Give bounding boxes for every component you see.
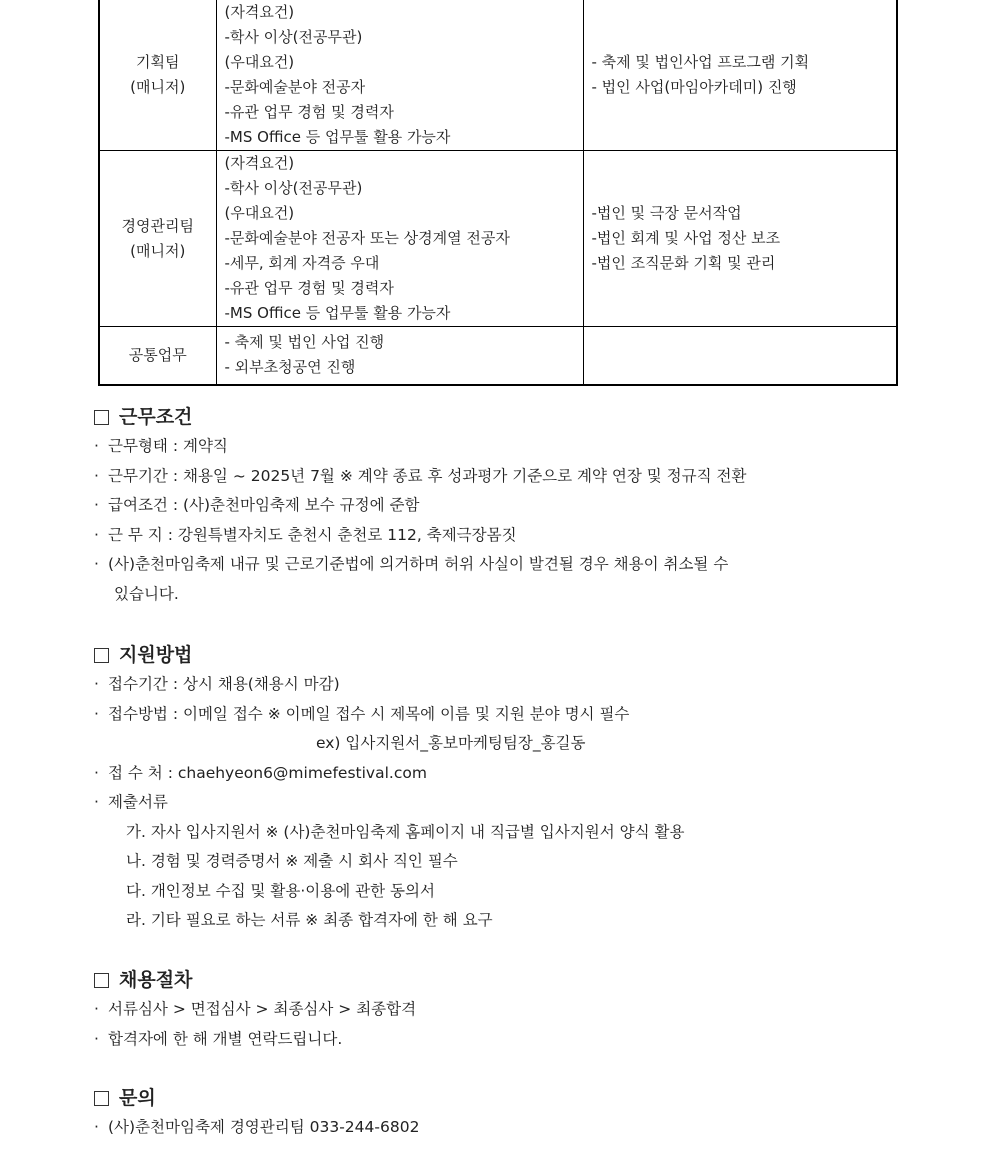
bullet: · (94, 525, 99, 544)
cell-line: - 축제 및 법인 사업 진행 (224, 333, 385, 352)
cell-line: (자격요건) (224, 3, 295, 21)
bullet: · (94, 793, 99, 811)
cell-line: -MS Office 등 업무툴 활용 가능자 (224, 128, 451, 146)
list-item (94, 432, 904, 462)
example-line: ex) 입사지원서_홍보마케팅팀장_홍길동 (316, 734, 586, 752)
work-conditions-title: 근무조건 (119, 406, 193, 428)
item-text: 근무기간 : 채용일 ~ 2025년 7월 ※ 계약 종료 후 성과평가 기준으로 계약 연장 및 정규직 전환 (108, 466, 747, 485)
job-table-body (99, 0, 897, 385)
cell-line: -유관 업무 경험 및 경력자 (224, 279, 394, 297)
process-section (94, 965, 904, 1054)
bullet: · (94, 1029, 99, 1048)
cell-line: -세무, 회계 자격증 우대 (224, 254, 380, 272)
contact-section (94, 1083, 904, 1143)
item-text: 근 무 지 : 강원특별자치도 춘천시 춘천로 112, 축제극장몸짓 (108, 525, 517, 544)
item-text: 근무형태 : 계약직 (108, 437, 228, 455)
list-item (94, 700, 904, 730)
list-item (94, 759, 904, 789)
doc-item: 나. 경험 및 경력증명서 ※ 제출 시 회사 직인 필수 (126, 852, 458, 870)
table-row (99, 327, 897, 385)
cell-line: -문화예술분야 전공자 또는 상경계열 전공자 (224, 229, 510, 247)
team-cell (99, 327, 216, 385)
contact-title: 문의 (119, 1087, 156, 1109)
cell-line: -법인 회계 및 사업 정산 보조 (591, 229, 781, 247)
section-heading (94, 402, 904, 432)
bullet: · (94, 1000, 99, 1018)
application-title: 지원방법 (119, 644, 193, 666)
list-item (94, 995, 904, 1025)
cell-line: -학사 이상(전공무관) (224, 179, 363, 197)
team-cell (99, 0, 216, 151)
list-item (94, 788, 904, 818)
section-heading (94, 1083, 904, 1113)
checkbox-square-icon (94, 410, 109, 425)
requirements-cell (216, 151, 583, 327)
bullet: · (94, 704, 99, 723)
item-text: 급여조건 : (사)춘천마임축제 보수 규정에 준함 (108, 496, 420, 514)
cell-line: - 외부초청공연 진행 (224, 358, 356, 377)
list-item (94, 1025, 904, 1055)
bullet: · (94, 675, 99, 693)
duties-cell (583, 151, 897, 327)
bullet: · (94, 763, 99, 782)
list-item (94, 491, 904, 521)
checkbox-square-icon (94, 973, 109, 988)
cell-line: (우대요건) (224, 53, 295, 71)
requirements-cell (216, 0, 583, 151)
section-heading (94, 640, 904, 670)
list-item (94, 521, 904, 551)
checkbox-square-icon (94, 1091, 109, 1106)
application-section (94, 640, 904, 936)
duties-cell (583, 327, 897, 385)
requirements-cell (216, 327, 583, 385)
work-conditions-section (94, 402, 904, 609)
cell-line: (자격요건) (224, 154, 295, 172)
item-text: 서류심사 > 면접심사 > 최종심사 > 최종합격 (108, 1000, 417, 1018)
checkbox-square-icon (94, 648, 109, 663)
bullet: · (94, 496, 99, 514)
doc-item: 가. 자사 입사지원서 ※ (사)춘천마임축제 홈페이지 내 직급별 입사지원서 양식 활용 (126, 822, 685, 841)
duties-cell (583, 0, 897, 151)
cell-line: -MS Office 등 업무툴 활용 가능자 (224, 304, 451, 322)
cell-line: -유관 업무 경험 및 경력자 (224, 103, 394, 121)
cell-line: (매니저) (130, 78, 186, 96)
table-row (99, 0, 897, 151)
cell-line: -학사 이상(전공무관) (224, 28, 363, 46)
item-text: 합격자에 한 해 개별 연락드립니다. (108, 1029, 343, 1048)
list-item (94, 670, 904, 700)
bullet: · (94, 1118, 99, 1136)
item-text: (사)춘천마임축제 경영관리팀 033-244-6802 (108, 1118, 420, 1136)
cell-line: (우대요건) (224, 204, 295, 222)
cell-line: (매니저) (130, 241, 186, 260)
cell-line: 기획팀 (136, 53, 180, 71)
doc-item: 다. 개인정보 수집 및 활용·이용에 관한 동의서 (126, 881, 435, 900)
cell-line: -법인 및 극장 문서작업 (591, 204, 742, 222)
item-text: 접수기간 : 상시 채용(채용시 마감) (108, 675, 340, 693)
cell-line: -문화예술분야 전공자 (224, 78, 366, 96)
doc-item: 라. 기타 필요로 하는 서류 ※ 최종 합격자에 한 해 요구 (126, 911, 493, 929)
table-row (99, 151, 897, 327)
cell-line: - 법인 사업(마임아카데미) 진행 (591, 78, 797, 96)
item-text: 제출서류 (108, 793, 168, 811)
process-title: 채용절차 (119, 969, 193, 991)
list-item (94, 1113, 904, 1143)
bullet: · (94, 555, 99, 573)
cell-line: -법인 조직문화 기획 및 관리 (591, 254, 776, 272)
job-table (98, 0, 898, 386)
item-text: (사)춘천마임축제 내규 및 근로기준법에 의거하며 허위 사실이 발견될 경우 채용이 취소될 수 (108, 555, 729, 573)
bullet: · (94, 437, 99, 455)
list-item (94, 462, 904, 492)
cell-line: 경영관리팀 (121, 216, 194, 235)
item-text: 접수방법 : 이메일 접수 ※ 이메일 접수 시 제목에 이름 및 지원 분야 명시 필수 (108, 704, 630, 723)
cell-line: 공통업무 (128, 345, 187, 364)
team-cell (99, 151, 216, 327)
list-item (94, 550, 904, 580)
list-item-continuation: 있습니다. (114, 584, 179, 603)
cell-line: - 축제 및 법인사업 프로그램 기획 (591, 53, 810, 71)
bullet: · (94, 466, 99, 485)
email-text: 접 수 처 : chaehyeon6@mimefestival.com (108, 763, 427, 782)
section-heading (94, 965, 904, 995)
